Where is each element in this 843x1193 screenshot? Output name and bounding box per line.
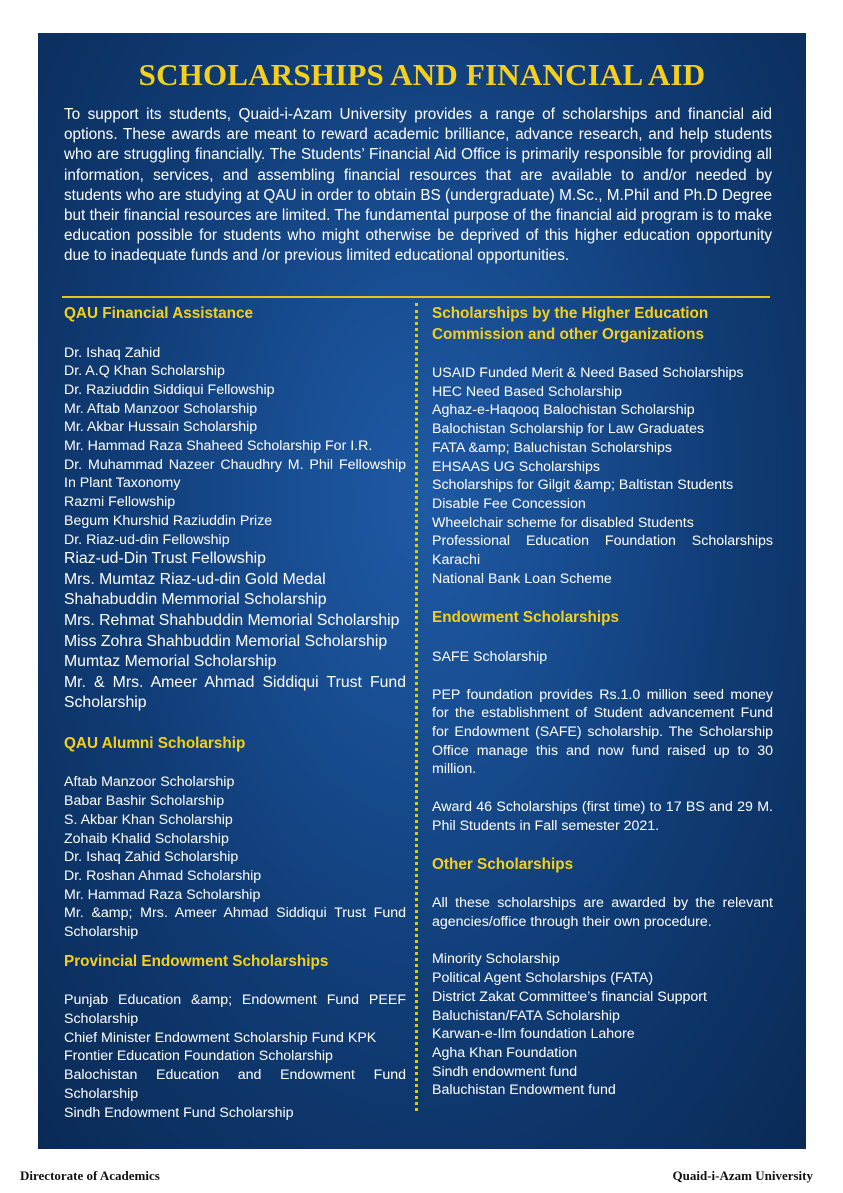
list-item: Baluchistan/FATA Scholarship xyxy=(432,1007,620,1024)
endowment-heading: Endowment Scholarships xyxy=(432,609,619,627)
list-item: Sindh Endowment Fund Scholarship xyxy=(64,1104,294,1121)
list-item: S. Akbar Khan Scholarship xyxy=(64,811,233,828)
list-item: Frontier Education Foundation Scholarship xyxy=(64,1048,333,1065)
list-item: Dr. Raziuddin Siddiqui Fellowship xyxy=(64,381,275,398)
list-item: Karwan-e-Ilm foundation Lahore xyxy=(432,1026,635,1043)
list-item: Razmi Fellowship xyxy=(64,494,176,511)
list-item: National Bank Loan Scheme xyxy=(432,570,612,587)
qau-financial-heading: QAU Financial Assistance xyxy=(64,305,254,322)
alumni-heading: QAU Alumni Scholarship xyxy=(64,734,246,752)
other-list xyxy=(432,950,773,1100)
list-item: Punjab Education &amp; Endowment Fund PEEF Scholarship xyxy=(64,992,406,1028)
list-item: Sindh endowment fund xyxy=(432,1063,578,1080)
page-title: SCHOLARSHIPS AND FINANCIAL AID xyxy=(138,57,706,92)
list-item: Dr. A.Q Khan Scholarship xyxy=(64,363,225,380)
other-para: All these scholarships are awarded by the relevant agencies/office through their own procedure. xyxy=(432,895,773,930)
left-column xyxy=(64,304,406,1122)
list-item: EHSAAS UG Scholarships xyxy=(432,458,600,475)
hec-list xyxy=(432,364,773,588)
list-item: Chief Minister Endowment Scholarship Fund KPK xyxy=(64,1029,377,1046)
list-item: Mr. & Mrs. Ameer Ahmad Siddiqui Trust Fund Scholarship xyxy=(64,673,406,712)
qau-financial-list-large xyxy=(64,549,406,714)
endowment-para-1: PEP foundation provides Rs.1.0 million seed money for the establishment of Student advancement Fund for Endowment (SAFE) scholarship. The Scholarship Office manage this and now fund raised up to 30 million. xyxy=(432,686,773,778)
list-item: Mr. Hammad Raza Shaheed Scholarship For I.R. xyxy=(64,438,373,455)
list-item: Balochistan Education and Endowment Fund Scholarship xyxy=(64,1067,406,1102)
footer-university: Quaid-i-Azam University xyxy=(672,1168,813,1183)
column-divider xyxy=(415,303,418,1111)
right-column xyxy=(432,304,773,1100)
list-item: Dr. Ishaq Zahid Scholarship xyxy=(64,849,239,866)
alumni-list xyxy=(64,773,406,941)
list-item: Babar Bashir Scholarship xyxy=(64,793,225,810)
other-heading: Other Scholarships xyxy=(432,855,574,873)
list-item: Dr. Roshan Ahmad Scholarship xyxy=(64,868,262,884)
list-item: Dr. Riaz-ud-din Fellowship xyxy=(64,531,230,548)
list-item: Aghaz-e-Haqooq Balochistan Scholarship xyxy=(432,402,695,419)
list-item: USAID Funded Merit & Need Based Scholarships xyxy=(432,365,744,381)
hec-heading: Scholarships by the Higher Education Commission and other Organizations xyxy=(432,305,709,343)
list-item: Miss Zohra Shahbuddin Memorial Scholarship xyxy=(64,632,388,650)
list-item: Scholarships for Gilgit &amp; Baltistan Students xyxy=(432,477,734,494)
list-item: Disable Fee Concession xyxy=(432,495,586,512)
list-item: HEC Need Based Scholarship xyxy=(432,383,623,400)
list-item: Mrs. Rehmat Shahbuddin Memorial Scholarship xyxy=(64,612,400,630)
list-item: Begum Khurshid Raziuddin Prize xyxy=(64,512,273,529)
list-item: Mr. Aftab Manzoor Scholarship xyxy=(64,400,258,417)
safe-scholarship: SAFE Scholarship xyxy=(432,648,548,665)
list-item: Balochistan Scholarship for Law Graduates xyxy=(432,421,705,438)
list-item: Minority Scholarship xyxy=(432,951,560,968)
list-item: Professional Education Foundation Scholarships Karachi xyxy=(432,533,773,569)
list-item: Aftab Manzoor Scholarship xyxy=(64,774,235,791)
provincial-list xyxy=(64,991,406,1122)
list-item: Dr. Ishaq Zahid xyxy=(64,344,161,361)
list-item: District Zakat Committee’s financial Support xyxy=(432,988,707,1005)
list-item: Wheelchair scheme for disabled Students xyxy=(432,514,694,531)
list-item: Mrs. Mumtaz Riaz-ud-din Gold Medal xyxy=(64,570,326,588)
list-item: Mumtaz Memorial Scholarship xyxy=(64,653,277,671)
list-item: Shahabuddin Memmorial Scholarship xyxy=(64,591,327,609)
divider-rule xyxy=(62,296,770,298)
list-item: Agha Khan Foundation xyxy=(432,1044,578,1061)
list-item: Dr. Muhammad Nazeer Chaudhry M. Phil Fellowship In Plant Taxonomy xyxy=(64,456,406,492)
list-item: Zohaib Khalid Scholarship xyxy=(64,830,229,847)
list-item: Riaz-ud-Din Trust Fellowship xyxy=(64,550,266,568)
scholarships-panel xyxy=(38,33,806,1149)
list-item: FATA &amp; Baluchistan Scholarships xyxy=(432,439,672,456)
provincial-heading: Provincial Endowment Scholarships xyxy=(64,952,329,970)
footer-directorate: Directorate of Academics xyxy=(20,1168,160,1183)
list-item: Mr. Akbar Hussain Scholarship xyxy=(64,419,258,436)
list-item: Mr. Hammad Raza Scholarship xyxy=(64,886,261,903)
qau-financial-list xyxy=(64,344,406,550)
list-item: Mr. &amp; Mrs. Ameer Ahmad Siddiqui Trust Fund Scholarship xyxy=(64,905,406,941)
list-item: Political Agent Scholarships (FATA) xyxy=(432,970,654,987)
list-item: Baluchistan Endowment fund xyxy=(432,1082,616,1099)
endowment-para-2: Award 46 Scholarships (first time) to 17 BS and 29 M. Phil Students in Fall semester 2021. xyxy=(432,799,773,834)
intro-paragraph: To support its students, Quaid-i-Azam University provides a range of scholarships and financial aid options. These awards are meant to reward academic brilliance, advance research, and help students who are struggling financially. The Students’ Financial Aid Office is primarily responsible for providing all information, services, and assembling financial resources that are available to and/or needed by students who are studying at QAU in order to obtain BS (undergraduate) M.Sc., M.Phil and Ph.D Degree but their financial resources are limited. The fundamental purpose of the financial aid program is to make education possible for students who might otherwise be deprived of this higher education opportunity due to inadequate funds and /or previous limited educational opportunities. xyxy=(64,106,772,265)
